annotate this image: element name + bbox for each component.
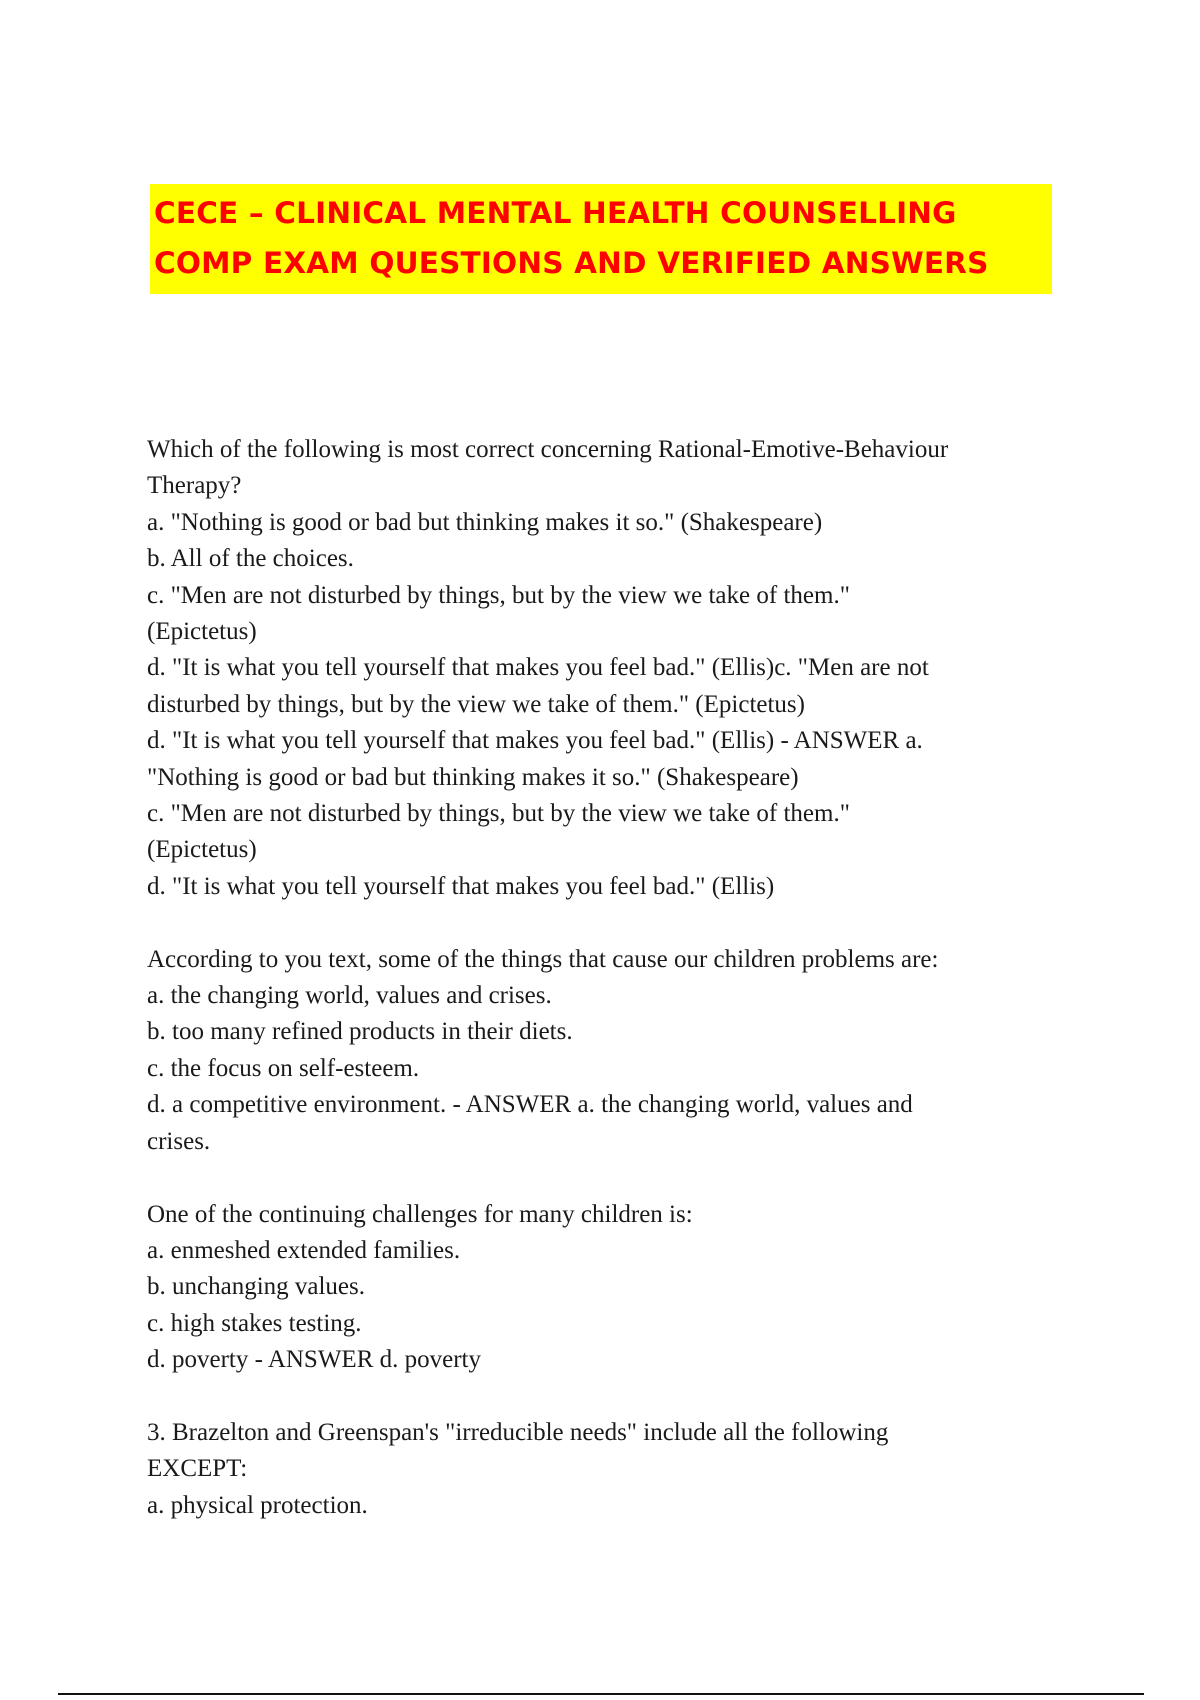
text-line: One of the continuing challenges for many children is: xyxy=(147,1200,693,1228)
page-bottom-rule xyxy=(58,1693,1144,1695)
text-line: d. "It is what you tell yourself that makes you feel bad." (Ellis) - ANSWER a. xyxy=(147,727,923,755)
title-line-1: CECE – CLINICAL MENTAL HEALTH COUNSELLING xyxy=(154,196,957,230)
text-line: c. "Men are not disturbed by things, but by the view we take of them." xyxy=(147,800,850,828)
text-line: d. poverty - ANSWER d. poverty xyxy=(147,1346,481,1374)
question-block-4 xyxy=(147,1415,1067,1524)
text-line: b. unchanging values. xyxy=(147,1273,366,1301)
text-line: a. the changing world, values and crises. xyxy=(147,982,552,1010)
questions-body xyxy=(147,432,1067,1561)
text-line: a. enmeshed extended families. xyxy=(147,1236,461,1264)
text-line: d. "It is what you tell yourself that makes you feel bad." (Ellis) xyxy=(147,872,775,900)
text-line: According to you text, some of the things that cause our children problems are: xyxy=(147,945,939,973)
text-line: c. "Men are not disturbed by things, but by the view we take of them." xyxy=(147,581,850,609)
text-line: "Nothing is good or bad but thinking makes it so." (Shakespeare) xyxy=(147,763,799,791)
text-line: EXCEPT: xyxy=(147,1455,248,1483)
text-line: d. "It is what you tell yourself that makes you feel bad." (Ellis)c. "Men are not xyxy=(147,654,929,682)
text-line: b. All of the choices. xyxy=(147,545,354,573)
text-line: Which of the following is most correct concerning Rational-Emotive-Behaviour xyxy=(147,436,949,463)
text-line: 3. Brazelton and Greenspan's "irreducible needs" include all the following xyxy=(147,1418,889,1446)
text-line: c. the focus on self-esteem. xyxy=(147,1054,420,1082)
text-line: a. physical protection. xyxy=(147,1491,368,1519)
question-block-3 xyxy=(147,1197,1067,1379)
title-line-2: COMP EXAM QUESTIONS AND VERIFIED ANSWERS xyxy=(154,246,989,280)
question-block-2 xyxy=(147,942,1067,1160)
question-block-1 xyxy=(147,432,1067,905)
text-line: (Epictetus) xyxy=(147,836,257,864)
text-line: (Epictetus) xyxy=(147,618,257,646)
text-line: d. a competitive environment. - ANSWER a. the changing world, values and xyxy=(147,1091,913,1119)
text-line: disturbed by things, but by the view we take of them." (Epictetus) xyxy=(147,690,805,718)
text-line: c. high stakes testing. xyxy=(147,1309,362,1337)
text-line: Therapy? xyxy=(147,472,242,500)
text-line: b. too many refined products in their diets. xyxy=(147,1018,573,1046)
text-line: crises. xyxy=(147,1127,211,1155)
document-title xyxy=(150,184,1052,294)
text-line: a. "Nothing is good or bad but thinking makes it so." (Shakespeare) xyxy=(147,508,823,536)
